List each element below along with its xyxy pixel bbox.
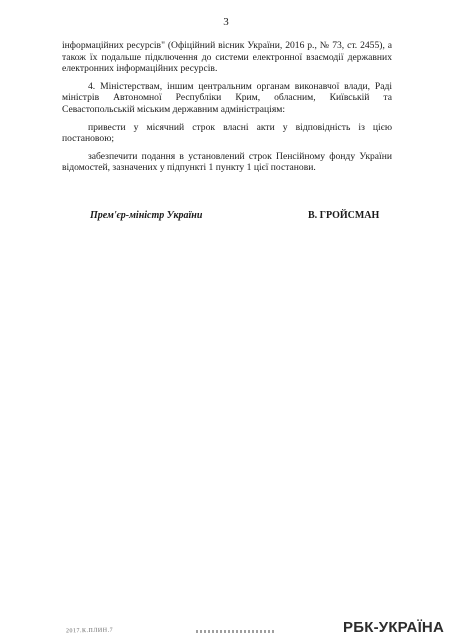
- paragraph-subitem-1: привести у місячний строк власні акти у відповідність із цією постановою;: [62, 121, 392, 145]
- document-body: [62, 40, 392, 180]
- page-number: 3: [223, 16, 229, 28]
- signatory-title: Прем'єр-міністр України: [90, 210, 203, 221]
- rbc-ukraine-watermark: РБК-УКРАЇНА: [343, 619, 444, 636]
- scan-artifact: [196, 630, 276, 633]
- registration-mark: 2017.К.ПЛИН.7: [65, 627, 114, 635]
- paragraph-continuation: інформаційних ресурсів" (Офіційний вісник України, 2016 р., № 73, ст. 2455), а також їх подальше підключення до системи електронної взаємодії державних електронних інформаційних ресурсів.: [62, 40, 392, 75]
- paragraph-item-4: 4. Міністерствам, іншим центральним органам виконавчої влади, Раді міністрів Автономної Республіки Крим, обласним, Київській та Севастопольській міським державним адміністраціям:: [62, 80, 392, 115]
- paragraph-subitem-2: забезпечити подання в установлений строк Пенсійному фонду України відомостей, зазначених у підпункті 1 пункту 1 цієї постанови.: [62, 150, 392, 174]
- signatory-name: В. ГРОЙСМАН: [308, 210, 380, 221]
